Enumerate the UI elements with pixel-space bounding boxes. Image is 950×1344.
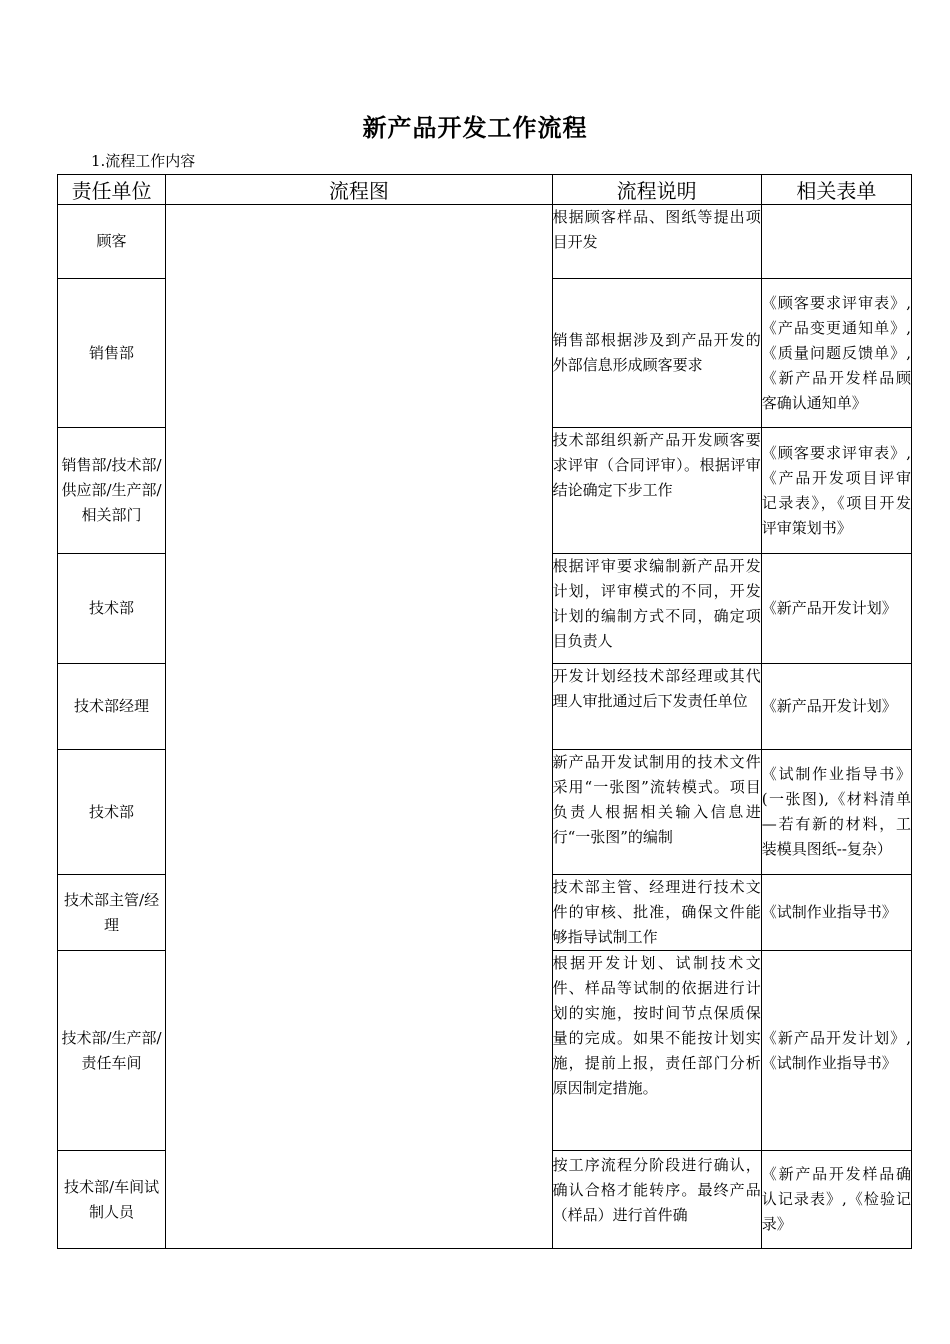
related-forms-cell: 《新产品开发计划》	[761, 554, 911, 664]
responsible-unit-cell: 技术部经理	[58, 664, 166, 750]
responsible-unit-cell: 顾客	[58, 205, 166, 279]
responsible-unit-cell: 技术部/车间试制人员	[58, 1151, 166, 1249]
process-description-cell: 根据评审要求编制新产品开发计划，评审模式的不同，开发计划的编制方式不同，确定项目负责人	[552, 554, 761, 664]
page-title: 新产品开发工作流程	[362, 114, 588, 142]
responsible-unit-cell: 技术部主管/经理	[58, 875, 166, 951]
table-header-row	[58, 175, 912, 205]
related-forms-cell: 《新产品开发计划》	[761, 664, 911, 750]
related-forms-cell: 《新产品开发计划》,《试制作业指导书》	[761, 951, 911, 1151]
related-forms-cell	[761, 205, 911, 279]
process-description-cell: 技术部主管、经理进行技术文件的审核、批准，确保文件能够指导试制工作	[552, 875, 761, 951]
related-forms-cell: 《顾客要求评审表》,《产品开发项目评审记录表》，《项目开发评审策划书》	[761, 428, 911, 554]
process-description-cell: 开发计划经技术部经理或其代理人审批通过后下发责任单位	[552, 664, 761, 750]
header-flowchart: 流程图	[166, 175, 552, 205]
responsible-unit-cell: 技术部	[58, 750, 166, 875]
process-table	[57, 174, 912, 1249]
header-responsible-unit: 责任单位	[58, 175, 166, 205]
flowchart-area	[166, 205, 552, 1249]
related-forms-cell: 《试制作业指导书》(一张图),《材料清单—若有新的材料，工装模具图纸--复杂）	[761, 750, 911, 875]
process-description-cell: 销售部根据涉及到产品开发的外部信息形成顾客要求	[552, 279, 761, 428]
process-description-cell: 新产品开发试制用的技术文件采用“一张图”流转模式。项目负责人根据相关输入信息进行“一张图”的编制	[552, 750, 761, 875]
related-forms-cell: 《顾客要求评审表》,《产品变更通知单》,《质量问题反馈单》,《新产品开发样品顾客确认通知单》	[761, 279, 911, 428]
process-description-cell: 根据顾客样品、图纸等提出项目开发	[552, 205, 761, 279]
process-description-cell: 根据开发计划、试制技术文件、样品等试制的依据进行计划的实施，按时间节点保质保量的完成。如果不能按计划实施，提前上报，责任部门分析原因制定措施。	[552, 951, 761, 1151]
responsible-unit-cell: 技术部/生产部/责任车间	[58, 951, 166, 1151]
related-forms-cell: 《新产品开发样品确认记录表》,《检验记录》	[761, 1151, 911, 1249]
responsible-unit-cell: 技术部	[58, 554, 166, 664]
header-related-forms: 相关表单	[761, 175, 911, 205]
process-description-cell: 按工序流程分阶段进行确认，确认合格才能转序。最终产品（样品）进行首件确	[552, 1151, 761, 1249]
responsible-unit-cell: 销售部/技术部/供应部/生产部/相关部门	[58, 428, 166, 554]
responsible-unit-cell: 销售部	[58, 279, 166, 428]
table-row	[58, 205, 912, 279]
process-description-cell: 技术部组织新产品开发顾客要求评审（合同评审）。根据评审结论确定下步工作	[552, 428, 761, 554]
header-process-description: 流程说明	[552, 175, 761, 205]
related-forms-cell: 《试制作业指导书》	[761, 875, 911, 951]
section-heading: 1.流程工作内容	[91, 152, 196, 170]
